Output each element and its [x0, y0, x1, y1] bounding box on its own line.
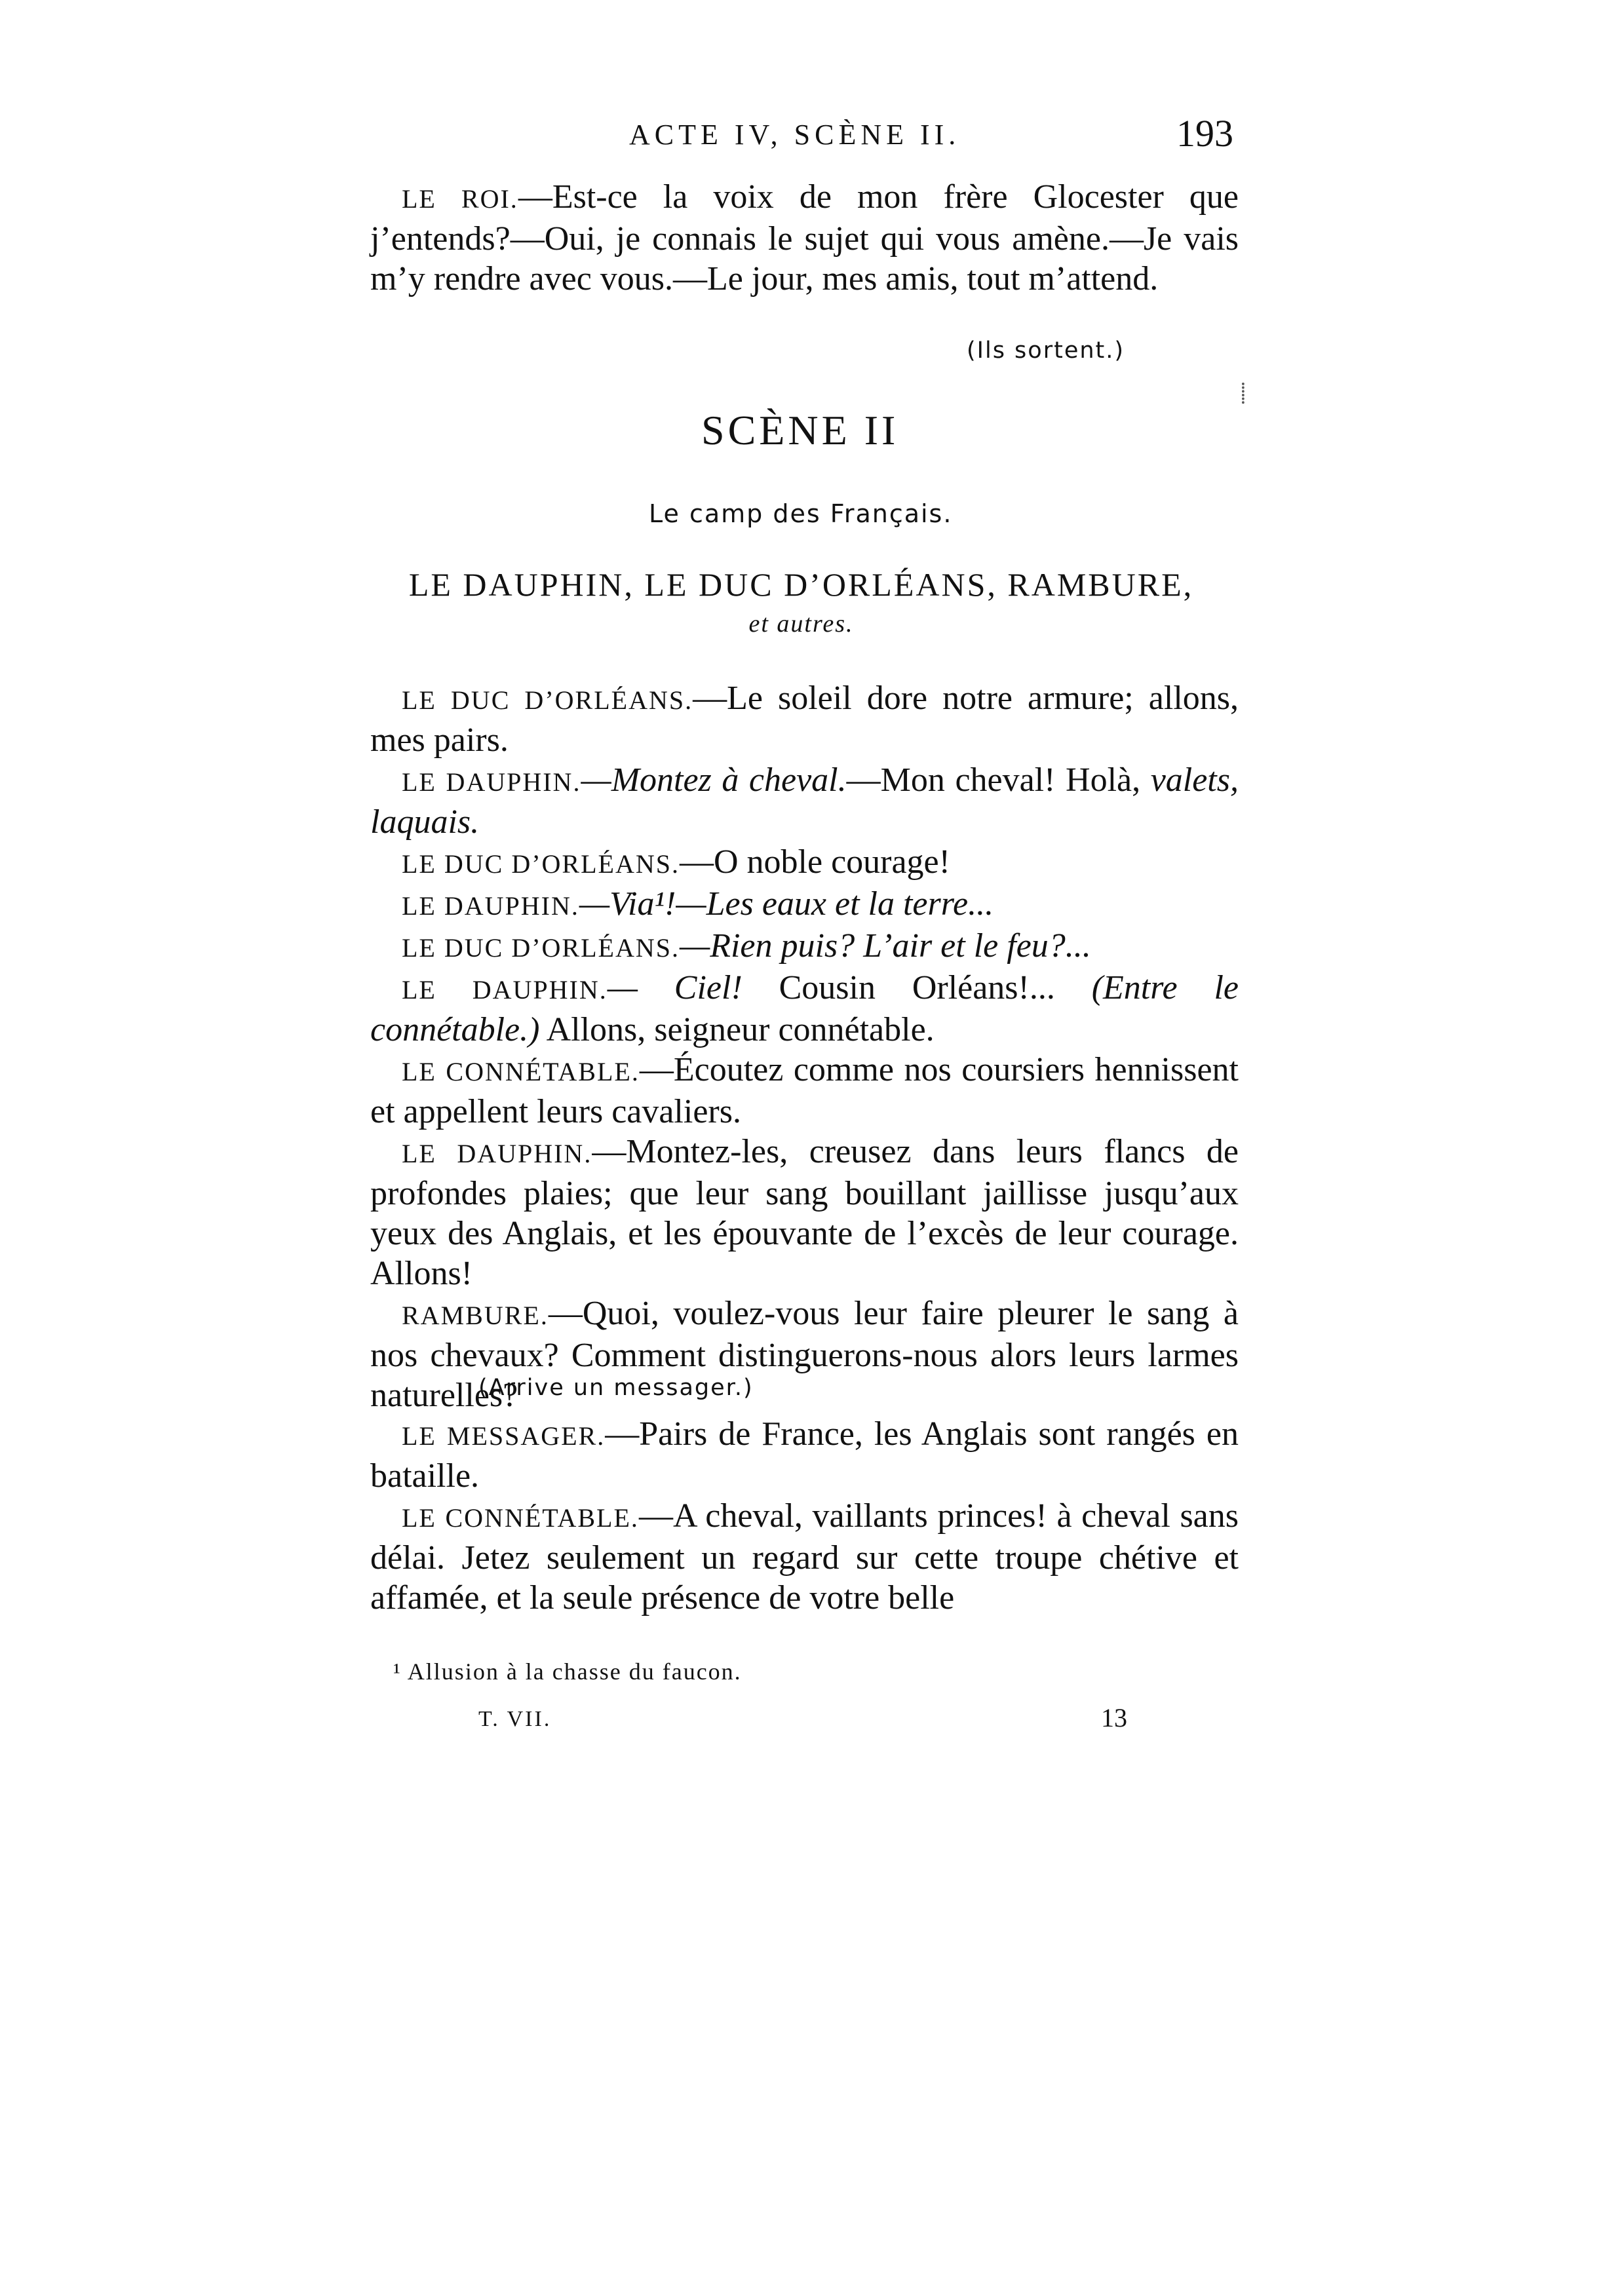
speech-text: Cousin Orléans!... [779, 969, 1055, 1006]
characters-list: LE DAUPHIN, LE DUC D’ORLÉANS, RAMBURE, [408, 566, 1194, 603]
speech [370, 1414, 1239, 1496]
speech [370, 884, 1239, 926]
speech-italic: —Rien puis? L’air et le feu?... [679, 927, 1091, 965]
speech-italic-2: valets, laquais. [370, 761, 1239, 841]
scene-setting: Le camp des Français. [649, 499, 953, 528]
margin-mark: ⸽ [1241, 383, 1246, 404]
running-head: ACTE IV, SCÈNE II. [629, 119, 961, 151]
speech [370, 760, 1239, 842]
speech-text: —A cheval, vaillants princes! à cheval sans délai. Jetez seulement un regard sur cette troupe chétive et affamée, et la seule présence de votre belle [370, 1497, 1239, 1617]
speech-le-roi [370, 177, 1239, 299]
opening-speech [370, 177, 1239, 299]
speaker-name: RAMBURE. [402, 1301, 549, 1330]
speech-text: —Est-ce la voix de mon frère Glocester que j’entends?—Oui, je connais le sujet qui vous amène.—Je vais m’y rendre avec vous.—Le jour, mes amis, tout m’attend. [370, 178, 1239, 297]
speaker-name: LE CONNÉTABLE. [402, 1057, 640, 1086]
footnote: ¹ Allusion à la chasse du faucon. [393, 1658, 742, 1685]
speaker-name: LE DUC D’ORLÉANS. [402, 849, 680, 879]
speech-text: —Montez-les, creusez dans leurs flancs de profondes plaies; que leur sang bouillant jaillisse jusqu’aux yeux des Anglais, et les épouvante de l’excès de leur courage. Allons! [370, 1133, 1239, 1292]
speech [370, 678, 1239, 760]
signature-mark: T. VII. [478, 1707, 552, 1731]
page-number: 193 [1176, 112, 1233, 155]
stage-direction-exit: (Ils sortent.) [967, 337, 1125, 364]
speech [370, 1496, 1239, 1618]
dialogue-block-2 [370, 1414, 1239, 1618]
speech-text: —Le soleil dore notre armure; allons, mes pairs. [370, 679, 1239, 759]
stage-direction-messenger: (Arrive un messager.) [478, 1375, 754, 1401]
speaker-name: LE DAUPHIN. [402, 891, 579, 921]
speech-text: —Écoutez comme nos coursiers hennissent et appellent leurs cavaliers. [370, 1051, 1239, 1130]
speaker-name: LE MESSAGER. [402, 1421, 606, 1451]
scene-title: SCÈNE II [701, 407, 899, 453]
speaker-name: LE DAUPHIN. [402, 1139, 592, 1168]
speaker-name: LE DAUPHIN. [402, 975, 608, 1004]
speech-text: —O noble courage! [679, 843, 950, 881]
speech-text: —Quoi, voulez-vous leur faire pleurer le sang à nos chevaux? Comment distinguerons-nous alors leurs larmes naturelles? [370, 1295, 1239, 1414]
dialogue-block [370, 678, 1239, 1415]
characters-others: et autres. [748, 610, 854, 638]
speaker-name: LE DUC D’ORLÉANS. [402, 933, 680, 963]
speech-italic-2: (Entre le connétable.) [370, 969, 1239, 1048]
speech-text-2: Allons, seigneur connétable. [546, 1011, 935, 1048]
speaker-name: LE ROI. [402, 184, 518, 214]
speaker-name: LE DUC D’ORLÉANS. [402, 685, 693, 715]
sheet-number: 13 [1101, 1703, 1127, 1732]
speaker-name: LE DAUPHIN. [402, 767, 581, 797]
speech-text: —Mon cheval! Holà, [846, 761, 1141, 799]
speech [370, 968, 1239, 1050]
speech [370, 1050, 1239, 1132]
speech-italic: —Montez à cheval. [581, 761, 847, 799]
speech [370, 1132, 1239, 1293]
dramatis-personae [400, 565, 1203, 643]
speech-italic: — Ciel! [607, 969, 743, 1006]
speaker-name: LE CONNÉTABLE. [402, 1503, 639, 1533]
speech [370, 842, 1239, 884]
speech [370, 926, 1239, 968]
speech-italic: —Via¹!—Les eaux et la terre... [579, 885, 994, 923]
speech-text: —Pairs de France, les Anglais sont rangés en bataille. [370, 1415, 1239, 1495]
